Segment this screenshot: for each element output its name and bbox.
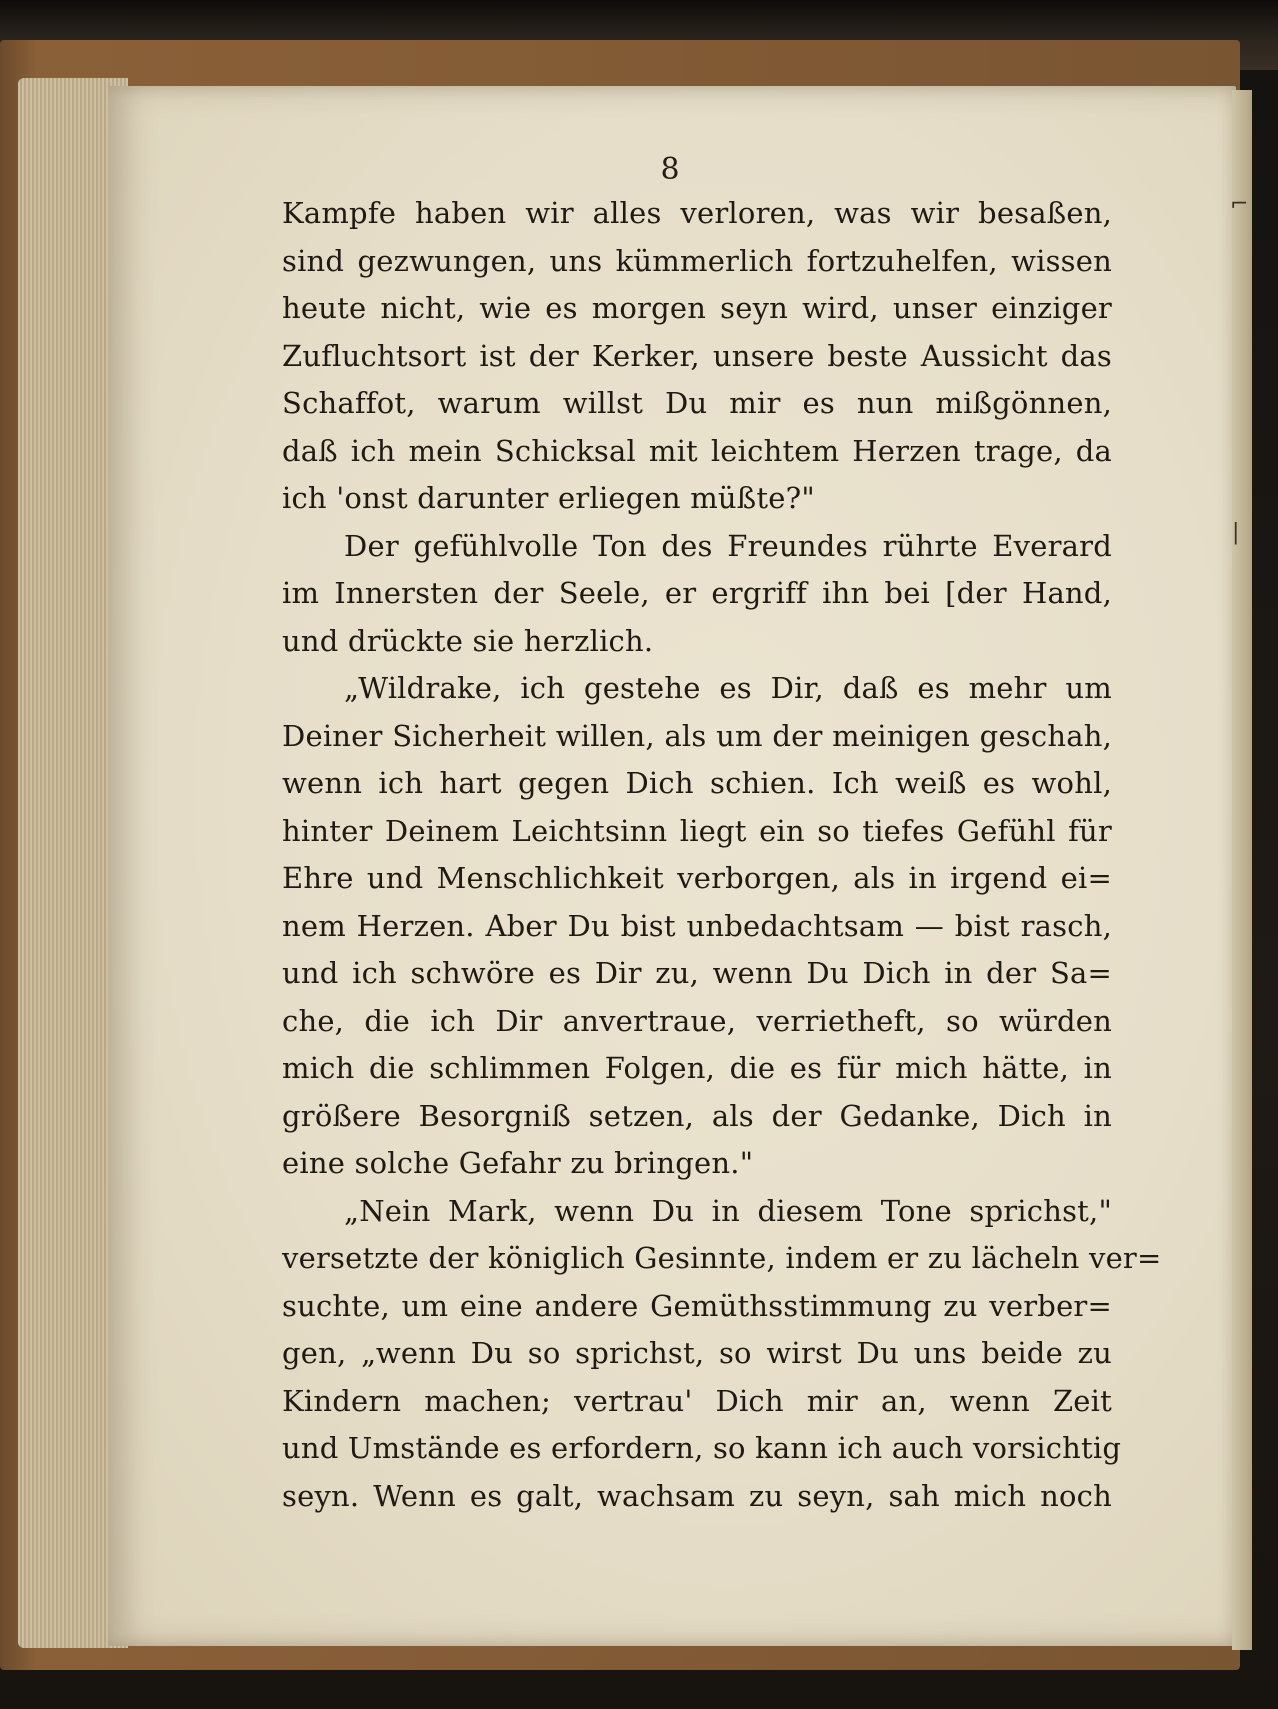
text-line: Kampfe haben wir alles verloren, was wir besaßen, xyxy=(282,196,1112,230)
page-number: 8 xyxy=(660,152,680,187)
text-line: eine solche Gefahr zu bringen." xyxy=(282,1146,754,1180)
text-line: im Innersten der Seele, er ergriff ihn bei [der Hand, xyxy=(282,576,1112,610)
text-line: heute nicht, wie es morgen seyn wird, unser einziger xyxy=(282,291,1112,325)
margin-mark: ⌐ xyxy=(1230,192,1249,217)
next-page-edge xyxy=(1232,90,1252,1650)
text-line: wenn ich hart gegen Dich schien. Ich weiß es wohl, xyxy=(282,766,1112,800)
text-line: gen, „wenn Du so sprichst, so wirst Du uns beide zu xyxy=(282,1336,1112,1370)
text-line: nem Herzen. Aber Du bist unbedachtsam — bist rasch, xyxy=(282,908,1112,943)
text-line: ich 'onst darunter erliegen müßte?" xyxy=(282,481,815,515)
text-line: Ehre und Menschlichkeit verborgen, als in irgend ei= xyxy=(282,861,1112,895)
text-line: „Nein Mark, wenn Du in diesem Tone sprichst," xyxy=(344,1193,1112,1228)
text-line: Deiner Sicherheit willen, als um der meinigen geschah, xyxy=(282,718,1112,753)
text-line: seyn. Wenn es galt, wachsam zu seyn, sah mich noch xyxy=(282,1478,1112,1513)
margin-mark: | xyxy=(1232,520,1240,545)
page-text xyxy=(282,190,1162,1520)
text-line: „Wildrake, ich gestehe es Dir, daß es mehr um xyxy=(344,671,1112,705)
text-line: Der gefühlvolle Ton des Freundes rührte Everard xyxy=(344,528,1112,563)
text-line: mich die schlimmen Folgen, die es für mich hätte, in xyxy=(282,1051,1112,1085)
text-line: daß ich mein Schicksal mit leichtem Herzen trage, da xyxy=(282,433,1112,468)
text-line: che, die ich Dir anvertraue, verrietheft, so würden xyxy=(282,1003,1112,1038)
text-line: Schaffot, warum willst Du mir es nun mißgönnen, xyxy=(282,386,1112,420)
text-line: sind gezwungen, uns kümmerlich fortzuhelfen, wissen xyxy=(282,243,1112,278)
text-line: Kindern machen; vertrau' Dich mir an, wenn Zeit xyxy=(282,1383,1112,1418)
text-line: hinter Deinem Leichtsinn liegt ein so tiefes Gefühl für xyxy=(282,813,1112,848)
text-line: suchte, um eine andere Gemüthsstimmung zu verber= xyxy=(282,1288,1112,1323)
text-line: und ich schwöre es Dir zu, wenn Du Dich in der Sa= xyxy=(282,956,1112,990)
text-line: größere Besorgniß setzen, als der Gedanke, Dich in xyxy=(282,1098,1112,1133)
text-line: und Umstände es erfordern, so kann ich auch vorsichtig xyxy=(282,1431,1122,1465)
text-line: Zufluchtsort ist der Kerker, unsere beste Aussicht das xyxy=(282,338,1112,373)
text-line: versetzte der königlich Gesinnte, indem er zu lächeln ver= xyxy=(282,1241,1162,1275)
text-line: und drückte sie herzlich. xyxy=(282,623,654,658)
